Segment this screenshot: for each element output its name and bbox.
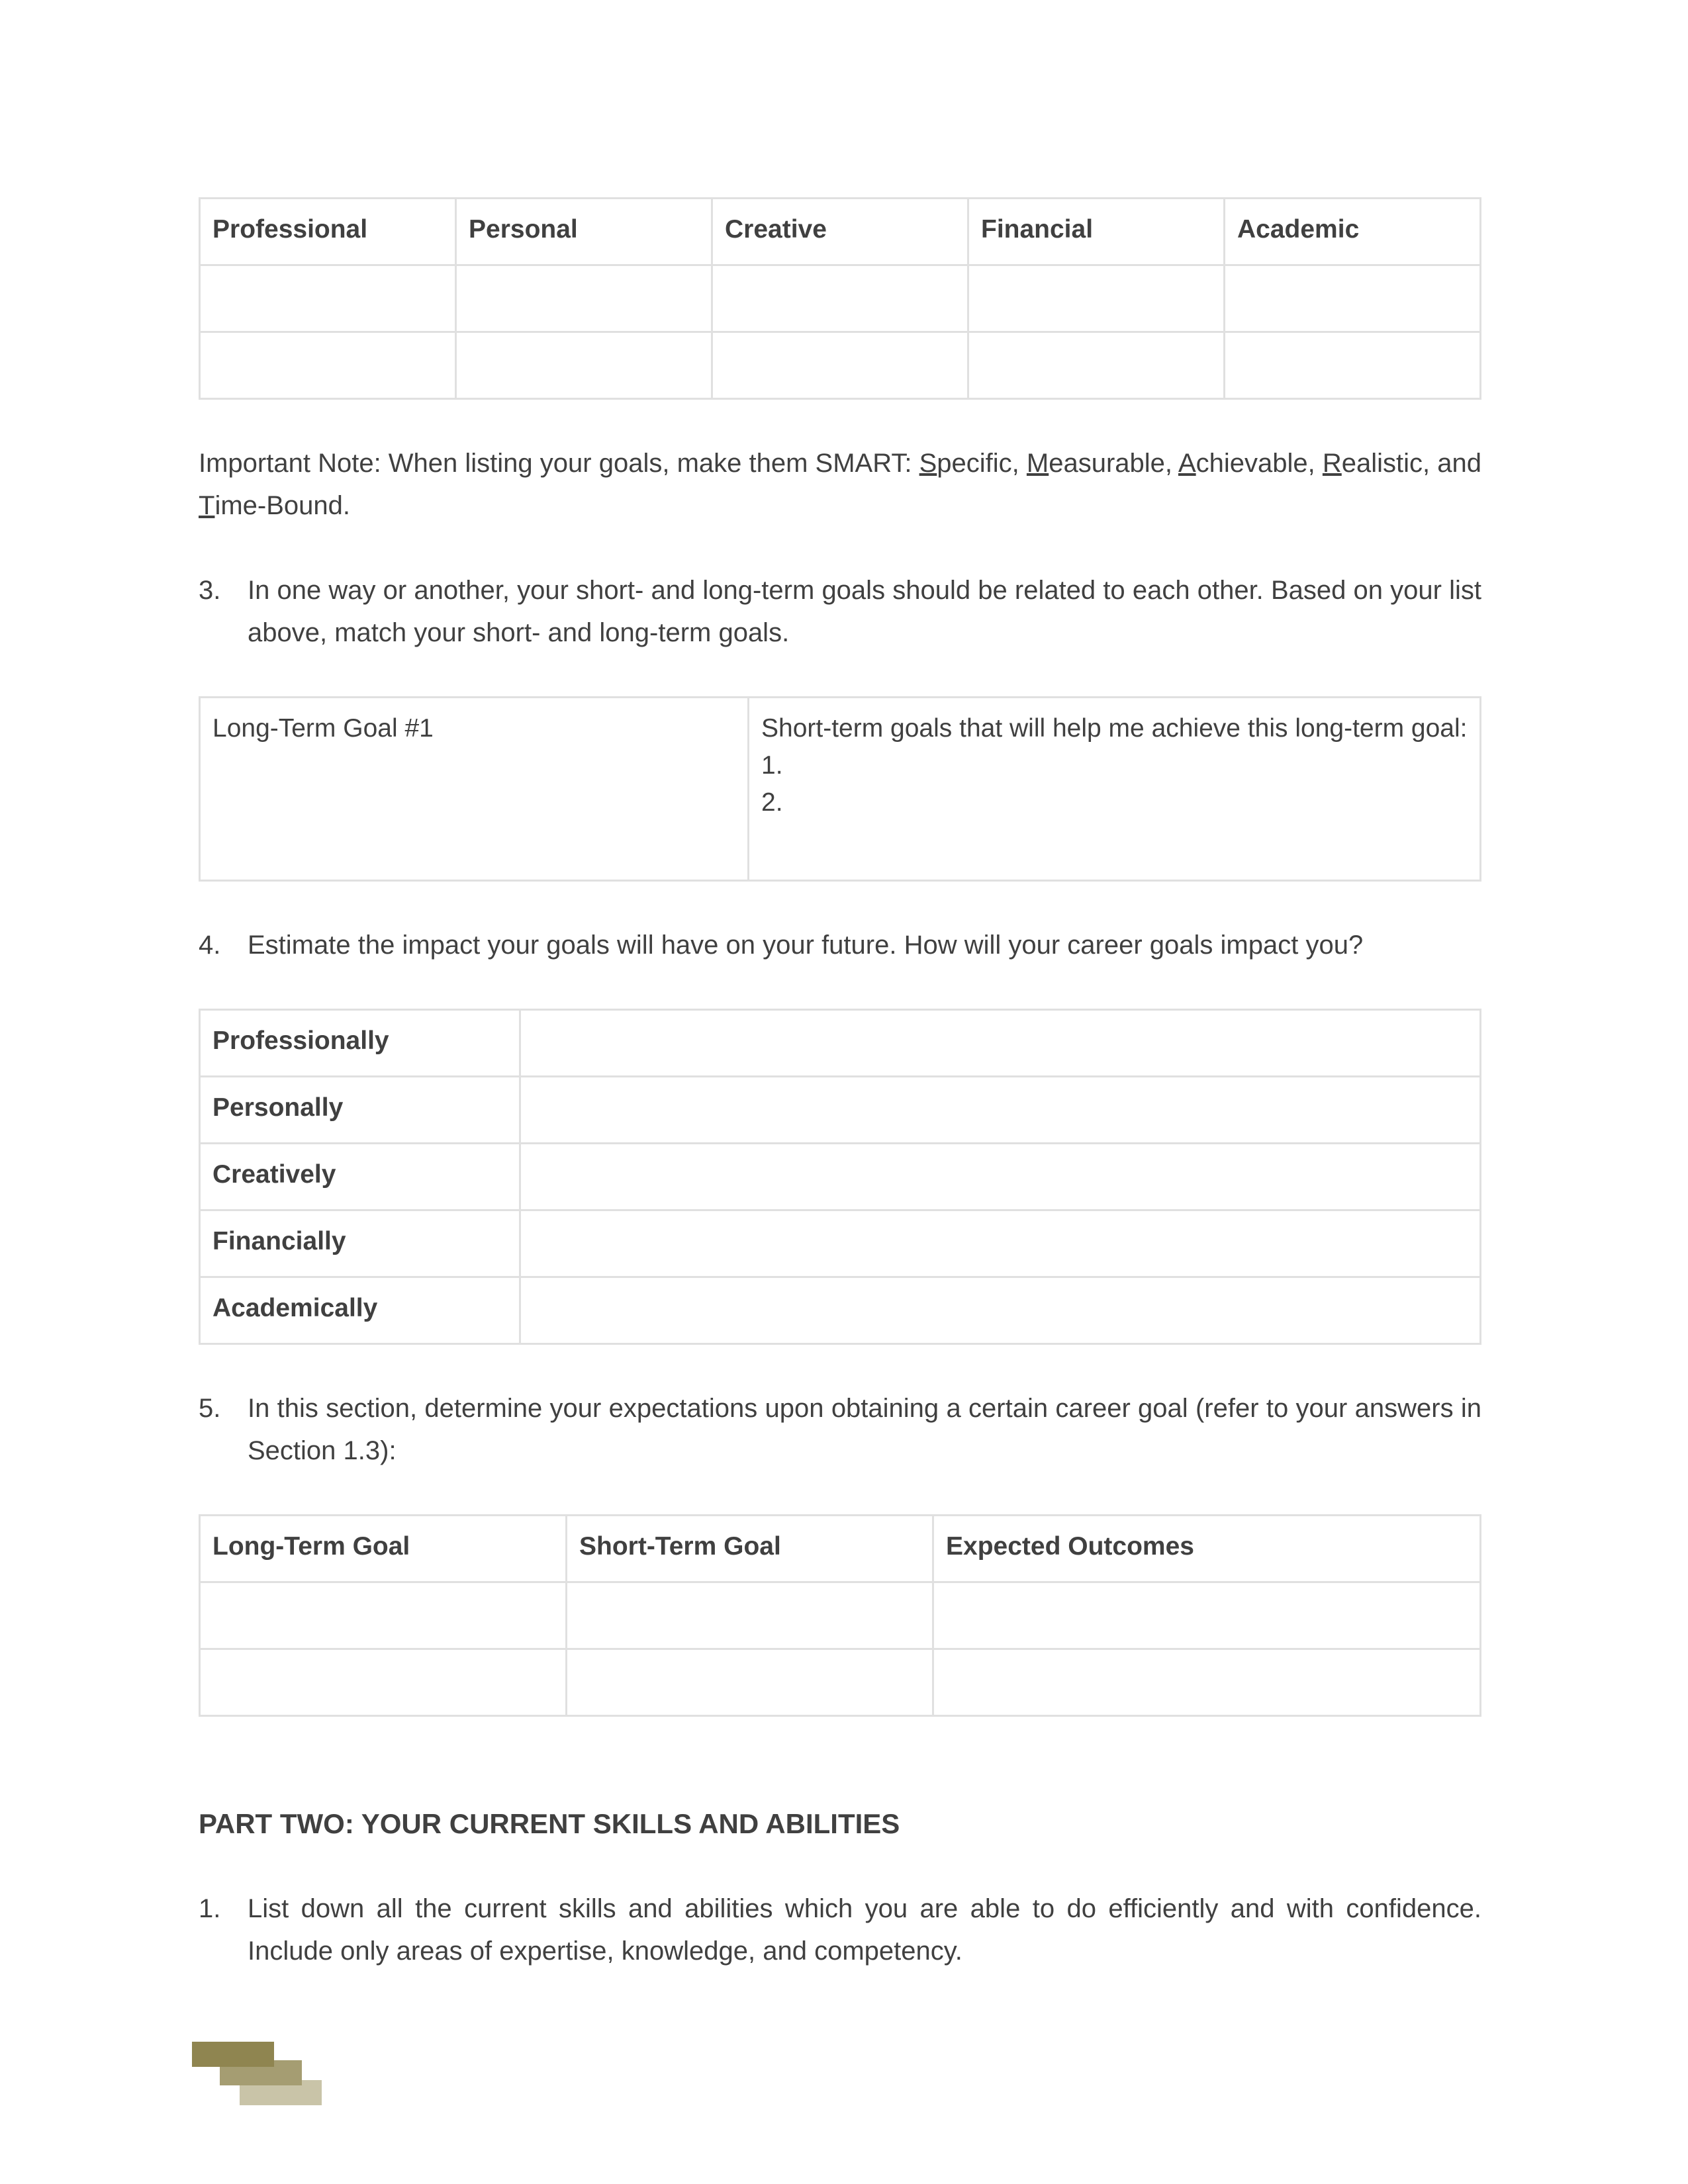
row-label: Personally	[200, 1077, 520, 1144]
header-creative: Creative	[712, 199, 968, 265]
header-personal: Personal	[456, 199, 712, 265]
header-professional: Professional	[200, 199, 456, 265]
smart-letter: A	[1178, 449, 1196, 478]
smart-word: chievable,	[1196, 449, 1323, 478]
table-cell[interactable]	[933, 1649, 1481, 1716]
table-row	[200, 1144, 1481, 1210]
table-row	[200, 1010, 1481, 1077]
smart-word: ealistic,	[1341, 449, 1438, 478]
document-page	[199, 197, 1481, 1972]
short-term-goals-cell[interactable]	[749, 698, 1481, 881]
table-cell[interactable]	[200, 1582, 567, 1649]
smart-word: and	[1437, 449, 1482, 478]
list-text: In this section, determine your expectations upon obtaining a certain career goal (refer to your answers in Section 1.3):	[248, 1394, 1481, 1465]
row-label: Professionally	[200, 1010, 520, 1077]
smart-word: easurable,	[1049, 449, 1178, 478]
table-cell[interactable]	[520, 1210, 1481, 1277]
smart-note	[199, 442, 1481, 527]
table-cell[interactable]	[200, 332, 456, 399]
smart-word: ime-Bound.	[214, 491, 350, 520]
table-cell[interactable]	[456, 265, 712, 332]
table-row	[200, 265, 1481, 332]
short-term-item: 1.	[761, 751, 783, 780]
table-row	[200, 1210, 1481, 1277]
list-number: 1.	[199, 1894, 221, 1923]
row-label: Financially	[200, 1210, 520, 1277]
short-term-goals-label: Short-term goals that will help me achieve this long-term goal:	[761, 714, 1468, 743]
list-text: List down all the current skills and abilities which you are able to do efficiently and with confidence. Include only areas of expertise, knowledge, and competency.	[248, 1894, 1481, 1966]
header-short-term-goal: Short-Term Goal	[567, 1516, 933, 1582]
table-cell[interactable]	[200, 1649, 567, 1716]
list-number: 3.	[199, 576, 221, 605]
long-term-goal-label: Long-Term Goal #1	[212, 714, 434, 743]
list-number: 4.	[199, 931, 221, 960]
long-term-goal-cell[interactable]	[200, 698, 749, 881]
table-cell[interactable]	[520, 1277, 1481, 1344]
table-cell[interactable]	[1225, 332, 1481, 399]
header-financial: Financial	[968, 199, 1225, 265]
list-item-4	[199, 924, 1481, 966]
row-label: Academically	[200, 1277, 520, 1344]
list-number: 5.	[199, 1394, 221, 1423]
table-cell[interactable]	[968, 265, 1225, 332]
header-long-term-goal: Long-Term Goal	[200, 1516, 567, 1582]
impact-table	[199, 1009, 1481, 1345]
header-academic: Academic	[1225, 199, 1481, 265]
table-row	[200, 1582, 1481, 1649]
part-two-heading: PART TWO: YOUR CURRENT SKILLS AND ABILITIES	[199, 1808, 900, 1839]
table-cell[interactable]	[712, 265, 968, 332]
table-cell[interactable]	[1225, 265, 1481, 332]
list-item-5	[199, 1387, 1481, 1472]
table-cell[interactable]	[933, 1582, 1481, 1649]
smart-letter: M	[1026, 449, 1049, 478]
goal-categories-table	[199, 197, 1481, 400]
table-cell[interactable]	[456, 332, 712, 399]
table-cell[interactable]	[200, 265, 456, 332]
short-term-item: 2.	[761, 788, 783, 817]
table-cell[interactable]	[968, 332, 1225, 399]
note-prefix: Important Note: When listing your goals, make them SMART:	[199, 449, 919, 478]
row-label: Creatively	[200, 1144, 520, 1210]
table-cell[interactable]	[567, 1582, 933, 1649]
table-cell[interactable]	[520, 1010, 1481, 1077]
smart-letter: S	[919, 449, 937, 478]
table-cell[interactable]	[712, 332, 968, 399]
smart-word: pecific,	[937, 449, 1027, 478]
expectations-table	[199, 1514, 1481, 1717]
smart-letter: R	[1322, 449, 1342, 478]
header-expected-outcomes: Expected Outcomes	[933, 1516, 1481, 1582]
table-row	[200, 1277, 1481, 1344]
logo-bar-dark	[192, 2042, 274, 2067]
table-row	[200, 332, 1481, 399]
table-cell[interactable]	[520, 1077, 1481, 1144]
goal-matching-table	[199, 696, 1481, 882]
list-text: In one way or another, your short- and long-term goals should be related to each other. Based on your list above, match your short- and long-term goals.	[248, 576, 1481, 647]
part-two-list-item-1	[199, 1888, 1481, 1972]
table-row	[200, 1649, 1481, 1716]
table-row	[200, 1077, 1481, 1144]
list-text: Estimate the impact your goals will have on your future. How will your career goals impact you?	[248, 931, 1364, 960]
table-cell[interactable]	[567, 1649, 933, 1716]
footer-logo	[192, 2042, 324, 2108]
table-cell[interactable]	[520, 1144, 1481, 1210]
smart-letter: T	[199, 491, 215, 520]
list-item-3	[199, 569, 1481, 654]
table-row	[200, 698, 1481, 881]
